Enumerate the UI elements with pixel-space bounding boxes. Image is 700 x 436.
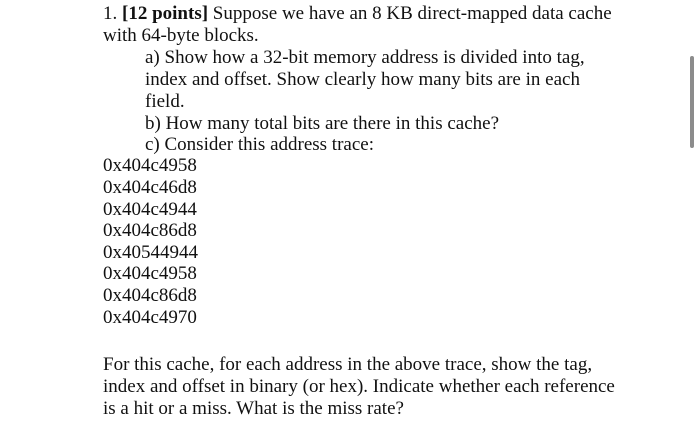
closing-line-3: is a hit or a miss. What is the miss rate? [103, 398, 404, 419]
question-intro-line-1: Suppose we have an 8 KB direct-mapped data cache [212, 3, 612, 24]
part-a-line-1: a) Show how a 32-bit memory address is divided into tag, [145, 47, 585, 68]
trace-address: 0x404c4958 [103, 155, 197, 176]
trace-address: 0x404c86d8 [103, 220, 197, 241]
trace-address: 0x404c4958 [103, 263, 197, 284]
trace-address: 0x404c86d8 [103, 285, 197, 306]
question-number: 1. [103, 3, 118, 24]
part-c: c) Consider this address trace: [145, 134, 374, 155]
trace-address: 0x404c4944 [103, 199, 197, 220]
closing-line-2: index and offset in binary (or hex). Indicate whether each reference [103, 376, 615, 397]
question-intro-line-2: with 64-byte blocks. [103, 25, 259, 46]
trace-address: 0x404c4970 [103, 307, 197, 328]
question-header [103, 3, 612, 24]
trace-address: 0x40544944 [103, 242, 198, 263]
vertical-scrollbar[interactable] [690, 56, 694, 148]
part-a-line-2: index and offset. Show clearly how many bits are in each [145, 69, 580, 90]
closing-line-1: For this cache, for each address in the above trace, show the tag, [103, 354, 593, 375]
trace-address: 0x404c46d8 [103, 177, 197, 198]
question-points: [12 points] [122, 3, 209, 24]
part-b: b) How many total bits are there in this cache? [145, 113, 500, 134]
part-a-line-3: field. [145, 91, 185, 112]
